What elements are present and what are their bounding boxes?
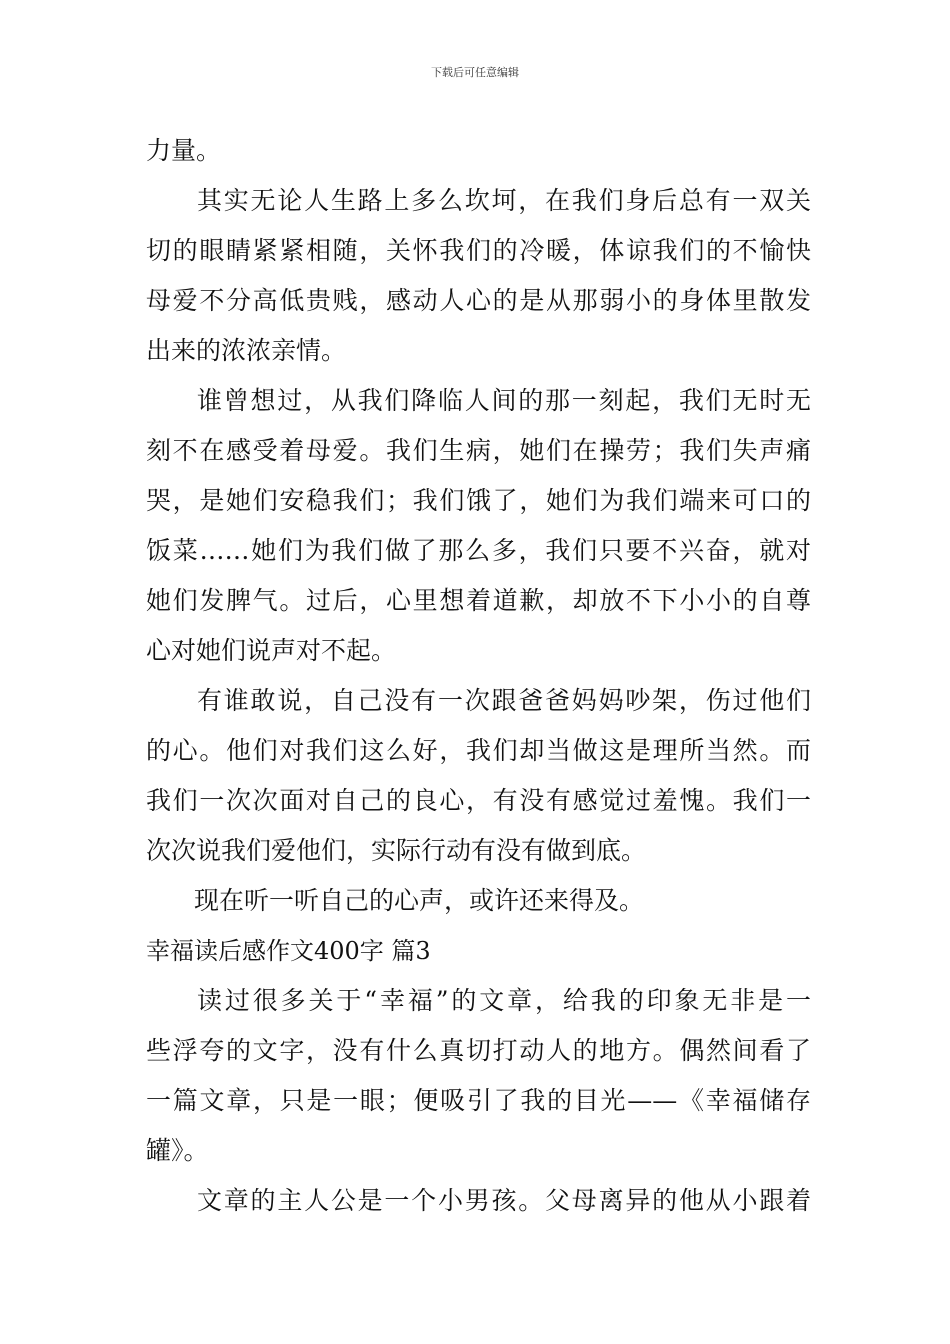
paragraph-line: 出来的浓浓亲情。 [146, 336, 347, 365]
document-body [146, 126, 811, 1226]
paragraph-line: 刻不在感受着母爱。我们生病，她们在操劳；我们失声痛 [146, 436, 811, 465]
paragraph-line: 哭，是她们安稳我们；我们饿了，她们为我们端来可口的 [146, 486, 811, 515]
section-title: 幸福读后感作文400字 篇3 [146, 937, 431, 965]
paragraph-line: 我们一次次面对自己的良心，有没有感觉过羞愧。我们一 [146, 786, 811, 815]
page-header-note: 下载后可任意编辑 [431, 66, 519, 79]
paragraph-line: 力量。 [146, 136, 222, 165]
paragraph-line: 读过很多关于“幸福”的文章，给我的印象无非是一 [197, 986, 811, 1015]
paragraph-line: 她们发脾气。过后，心里想着道歉，却放不下小小的自尊 [146, 586, 811, 615]
paragraph-line: 次次说我们爱他们，实际行动有没有做到底。 [146, 836, 647, 865]
paragraph-line: 谁曾想过，从我们降临人间的那一刻起，我们无时无 [197, 386, 811, 415]
paragraph-line: 饭菜……她们为我们做了那么多，我们只要不兴奋，就对 [146, 536, 811, 565]
paragraph-line: 的心。他们对我们这么好，我们却当做这是理所当然。而 [146, 736, 811, 765]
paragraph-line: 切的眼睛紧紧相随，关怀我们的冷暖，体谅我们的不愉快 [146, 236, 811, 265]
paragraph-line: 心对她们说声对不起。 [146, 636, 397, 665]
paragraph-line: 其实无论人生路上多么坎坷，在我们身后总有一双关 [197, 186, 811, 215]
paragraph-line: 母爱不分高低贵贱，感动人心的是从那弱小的身体里散发 [146, 286, 811, 315]
paragraph-line: 罐》。 [146, 1136, 209, 1165]
paragraph-line: 一篇文章，只是一眼；便吸引了我的目光——《幸福储存 [146, 1086, 811, 1115]
paragraph-line: 些浮夸的文字，没有什么真切打动人的地方。偶然间看了 [146, 1036, 811, 1065]
paragraph-line: 现在听一听自己的心声，或许还来得及。 [194, 886, 645, 915]
paragraph-line: 文章的主人公是一个小男孩。父母离异的他从小跟着 [197, 1186, 811, 1215]
paragraph-line: 有谁敢说，自己没有一次跟爸爸妈妈吵架，伤过他们 [197, 686, 811, 715]
